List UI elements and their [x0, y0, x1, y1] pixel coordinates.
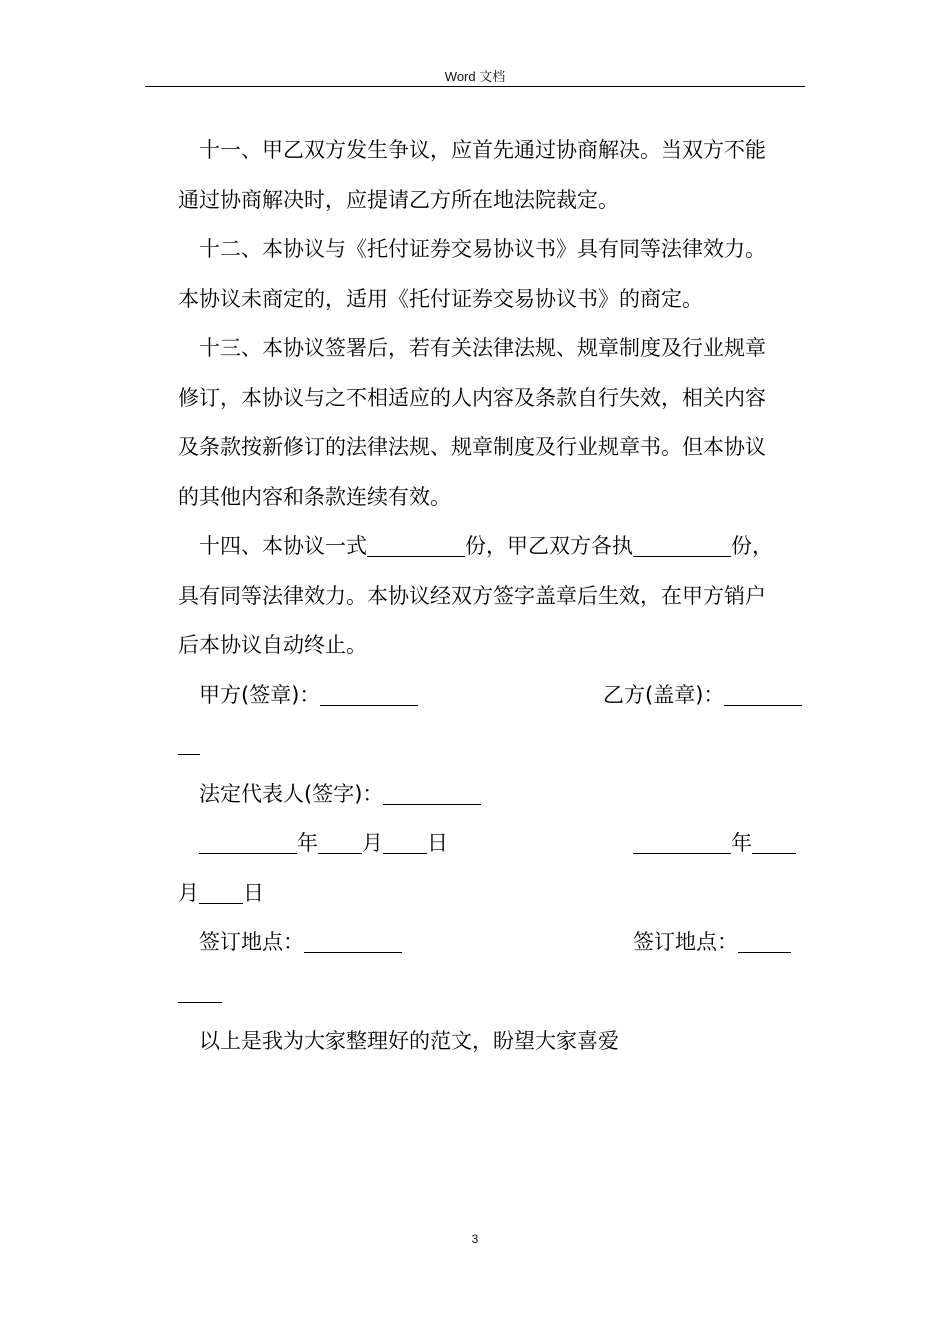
- legal-rep-blank: [383, 778, 481, 805]
- party-a-month-blank: [318, 827, 362, 854]
- month-label-b: 月: [178, 880, 199, 905]
- year-label-b: 年: [731, 831, 752, 855]
- party-b-blank: [724, 679, 802, 706]
- clause-14-line-1: [178, 522, 806, 572]
- clause-11-line-1: 十一、甲乙双方发生争议，应首先通过协商解决。当双方不能: [199, 138, 766, 162]
- party-b-label: 乙方(盖章)：: [603, 682, 725, 707]
- party-a-year-blank: [199, 827, 297, 854]
- clause-12-line-1: 十二、本协议与《托付证券交易协议书》具有同等法律效力。: [199, 237, 766, 261]
- clause-13-line-3: 及条款按新修订的法律法规、规章制度及行业规章书。但本协议: [178, 435, 766, 459]
- clause-14-line-3: 后本协议自动终止。: [178, 633, 367, 657]
- clause-13-line-4: 的其他内容和条款连续有效。: [178, 484, 451, 509]
- clause-14-text-a: 十四、本协议一式: [199, 534, 367, 558]
- party-a-label: 甲方(签章)：: [199, 682, 321, 707]
- party-b-date-group: [633, 819, 796, 869]
- date-line: [178, 819, 806, 869]
- party-b-month-blank: [752, 827, 796, 854]
- signature-party-line: [178, 671, 806, 721]
- header-divider: [145, 86, 805, 87]
- page-header: Word 文档: [444, 69, 506, 84]
- place-b-blank-continued: [178, 968, 806, 1018]
- clause-11-line-2: 通过协商解决时，应提请乙方所在地法院裁定。: [178, 187, 619, 212]
- legal-rep-line: [178, 770, 806, 820]
- place-a-blank: [304, 926, 402, 953]
- place-b-blank-wrap: [178, 976, 222, 1003]
- party-b-year-blank: [633, 827, 731, 854]
- clause-14-text-b: 份，甲乙双方各执: [465, 534, 633, 558]
- legal-rep-label: 法定代表人(签字)：: [199, 781, 384, 806]
- party-b-blank-wrap: [178, 728, 200, 755]
- party-b-group: [603, 671, 802, 721]
- party-b-blank-continued: [178, 720, 806, 770]
- clause-13-line-1: 十三、本协议签署后，若有关法律法规、规章制度及行业规章: [199, 336, 766, 360]
- party-b-day-blank: [199, 877, 243, 904]
- month-label-a: 月: [362, 831, 383, 855]
- date-line-continued: [178, 869, 806, 919]
- clause-14-line-2: 具有同等法律效力。本协议经双方签字盖章后生效，在甲方销户: [178, 583, 766, 608]
- copies-total-blank: [367, 530, 465, 557]
- clause-14-text-c: 份，: [731, 534, 773, 558]
- day-label-a: 日: [427, 831, 448, 855]
- document-body: [178, 126, 806, 1067]
- day-label-b: 日: [243, 880, 264, 905]
- place-b-group: [633, 918, 791, 968]
- place-line: [178, 918, 806, 968]
- place-a-label: 签订地点：: [199, 930, 304, 954]
- party-a-day-blank: [383, 827, 427, 854]
- page-number: 3: [471, 1232, 479, 1246]
- place-b-blank: [738, 926, 791, 953]
- clause-13-line-2: 修订，本协议与之不相适应的人内容及条款自行失效，相关内容: [178, 385, 766, 410]
- copies-each-blank: [633, 530, 731, 557]
- closing-remark: 以上是我为大家整理好的范文，盼望大家喜爱: [199, 1029, 619, 1053]
- place-b-label: 签订地点：: [633, 930, 738, 954]
- year-label-a: 年: [297, 831, 318, 855]
- clause-12-line-2: 本协议未商定的，适用《托付证券交易协议书》的商定。: [178, 286, 703, 311]
- party-a-blank: [320, 679, 418, 706]
